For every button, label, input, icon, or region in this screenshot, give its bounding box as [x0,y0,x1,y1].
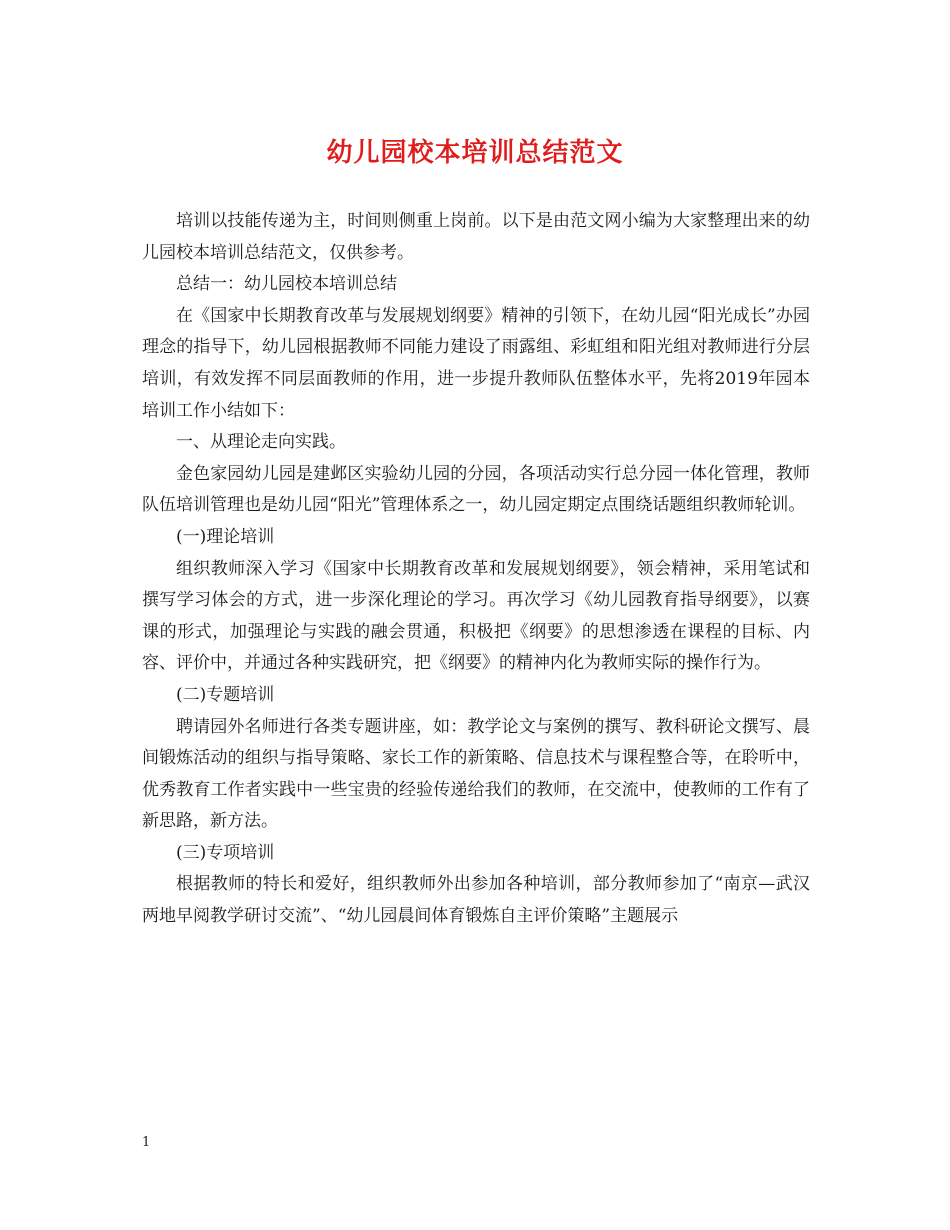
body-paragraph: 根据教师的特长和爱好，组织教师外出参加各种培训，部分教师参加了“南京—武汉两地早阅教学研讨交流”、“幼儿园晨间体育锻炼自主评价策略”主题展示 [142,874,810,927]
section-heading-summary-one: 总结一：幼儿园校本培训总结 [176,274,397,295]
page-number: 1 [142,1135,151,1150]
subheading-special-training: (三)专项培训 [176,842,275,863]
intro-paragraph: 培训以技能传递为主，时间则侧重上岗前。以下是由范文网小编为大家整理出来的幼儿园校本培训总结范文，仅供参考。 [142,211,810,263]
body-paragraph: 组织教师深入学习《国家中长期教育改革和发展规划纲要》，领会精神，采用笔试和撰写学习体会的方式，进一步深化理论的学习。再次学习《幼儿园教育指导纲要》，以赛课的形式，加强理论与实践的融会贯通，积极把《纲要》的思想渗透在课程的目标、内容、评价中，并通过各种实践研究，把《纲要》的精神内化为教师实际的操作行为。 [142,558,810,674]
body-paragraph: 聘请园外名师进行各类专题讲座，如：教学论文与案例的撰写、教科研论文撰写、晨间锻炼活动的组织与指导策略、家长工作的新策略、信息技术与课程整合等，在聆听中，优秀教育工作者实践中一些宝贵的经验传递给我们的教师，在交流中，使教师的工作有了新思路，新方法。 [142,716,810,832]
section-heading-theory-to-practice: 一、从理论走向实践。 [176,432,346,453]
body-paragraph: 在《国家中长期教育改革与发展规划纲要》精神的引领下，在幼儿园“阳光成长”办园理念的指导下，幼儿园根据教师不同能力建设了雨露组、彩虹组和阳光组对教师进行分层培训，有效发挥不同层面教师的作用，进一步提升教师队伍整体水平，先将2019年园本培训工作小结如下： [142,305,810,421]
document-body [142,206,810,933]
subheading-theory-training: (一)理论培训 [176,526,275,547]
subheading-topic-training: (二)专题培训 [176,684,275,705]
document-title: 幼儿园校本培训总结范文 [326,138,624,168]
body-paragraph: 金色家园幼儿园是建邺区实验幼儿园的分园，各项活动实行总分园一体化管理，教师队伍培训管理也是幼儿园“阳光”管理体系之一，幼儿园定期定点围绕话题组织教师轮训。 [142,463,810,516]
